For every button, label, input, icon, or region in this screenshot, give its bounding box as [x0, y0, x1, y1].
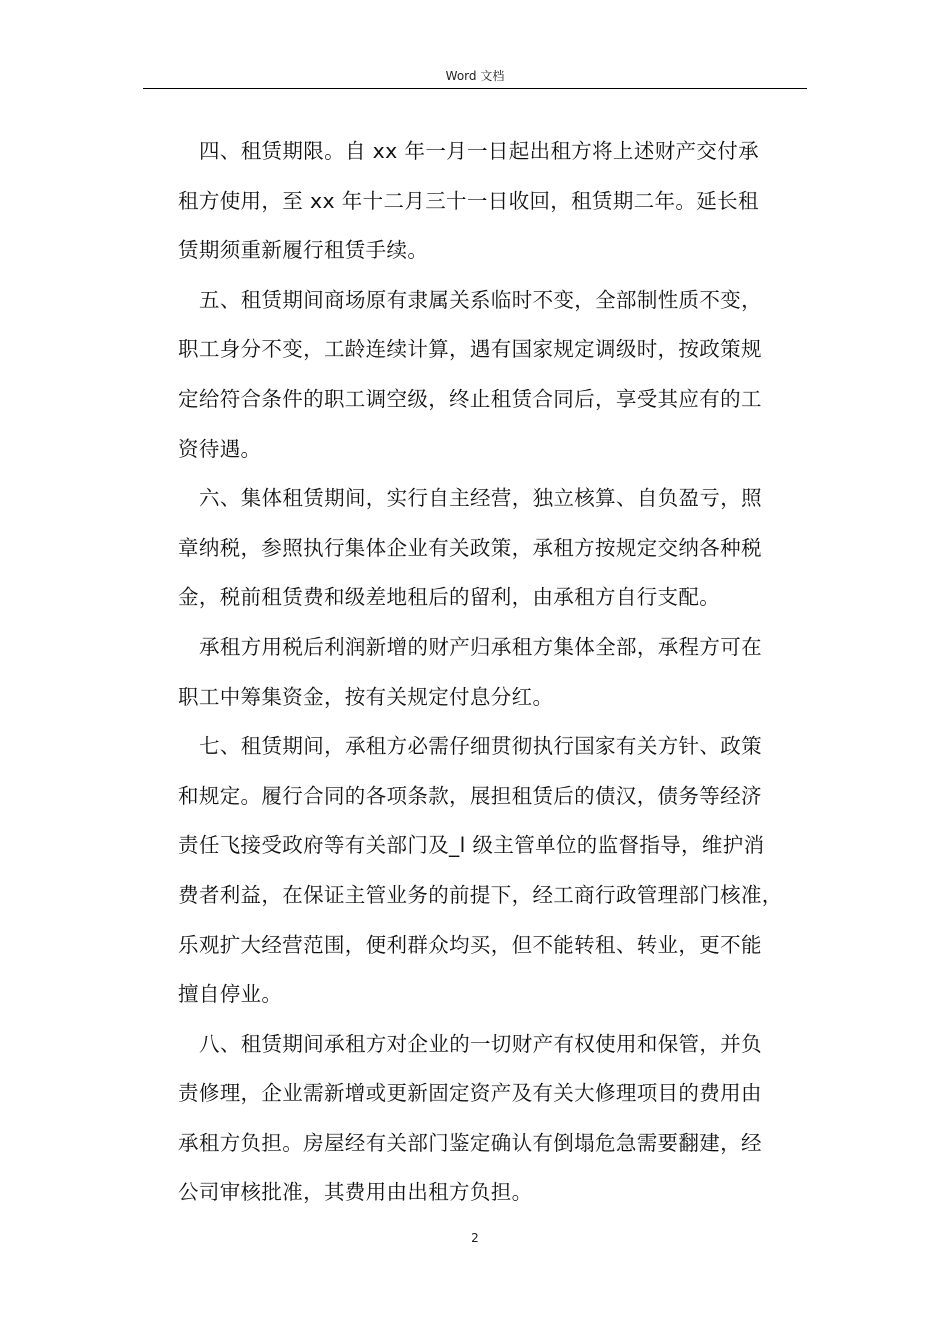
- text-line: 责任飞接受政府等有关部门及_l 级主管单位的监督指导，维护消: [178, 833, 765, 858]
- paragraph-maintenance: [178, 1020, 806, 1218]
- text-line: 五、租赁期间商场原有隶属关系临时不变，全部制性质不变，: [199, 287, 762, 312]
- text-line: 六、集体租赁期间，实行自主经营，独立核算、自负盈亏，照: [199, 486, 762, 511]
- text-line: 赁期须重新履行租赁手续。: [178, 238, 429, 263]
- page-number: 2: [471, 1231, 479, 1245]
- text-line: 章纳税，参照执行集体企业有关政策，承租方按规定交纳各种税: [178, 535, 762, 560]
- header-title: Word 文档: [445, 69, 505, 83]
- text-line: 公司审核批准，其费用由出租方负担。: [178, 1180, 533, 1205]
- text-line: 职工身分不变，工龄连续计算，遇有国家规定调级时，按政策规: [178, 337, 762, 362]
- header-divider: [143, 88, 807, 89]
- text-line: 责修理，企业需新增或更新固定资产及有关大修理项目的费用由: [178, 1081, 762, 1106]
- text-line: 定给符合条件的职工调空级，终止租赁合同后，享受其应有的工: [178, 386, 762, 411]
- text-line: 职工中筹集资金，按有关规定付息分红。: [178, 684, 554, 709]
- text-line: 资待遇。: [178, 436, 262, 461]
- text-line: 四、租赁期限。自 xx 年一月一日起出租方将上述财产交付承: [199, 139, 759, 163]
- text-line: 擅自停业。: [178, 982, 283, 1007]
- text-line: 承租方用税后利润新增的财产归承租方集体全部，承程方可在: [199, 634, 762, 659]
- text-line: 金，税前租赁费和级差地租后的留利，由承租方自行支配。: [178, 585, 721, 610]
- paragraph-obligations: [178, 722, 806, 1020]
- text-line: 费者利益，在保证主管业务的前提下，经工商行政管理部门核准，: [178, 882, 783, 907]
- text-line: 和规定。履行合同的各项条款，展担租赁后的债汉，债务等经济: [178, 783, 762, 808]
- text-line: 承租方负担。房屋经有关部门鉴定确认有倒塌危急需要翻建，经: [178, 1130, 762, 1155]
- text-line: 八、租赁期间承租方对企业的一切财产有权使用和保管，并负: [199, 1031, 762, 1056]
- paragraph-affiliation: [178, 276, 806, 474]
- text-line: 乐观扩大经营范围，便利群众均买，但不能转租、转业，更不能: [178, 932, 762, 957]
- text-line: 租方使用，至 xx 年十二月三十一日收回，租赁期二年。延长租: [178, 188, 759, 213]
- paragraph-new-property: [178, 623, 806, 722]
- paragraph-operations: [178, 474, 806, 623]
- text-line: 七、租赁期间，承租方必需仔细贯彻执行国家有关方针、政策: [199, 734, 762, 759]
- document-body: [178, 127, 806, 1218]
- paragraph-lease-term: [178, 127, 806, 276]
- page-header: [143, 66, 807, 88]
